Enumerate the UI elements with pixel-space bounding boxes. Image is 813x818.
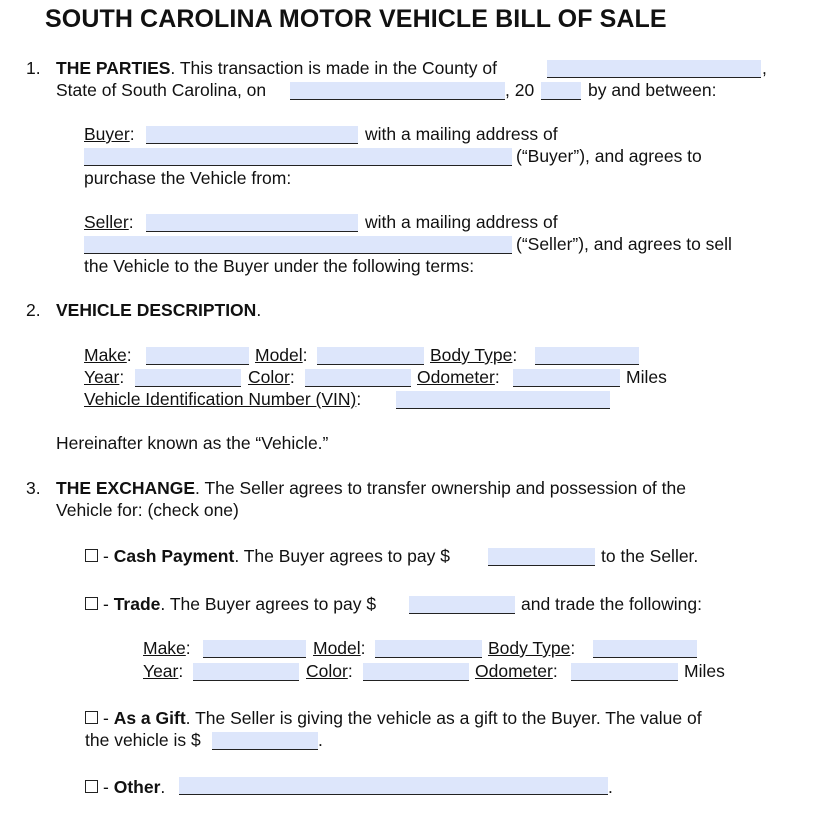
county-field[interactable]: [547, 60, 761, 78]
year-field[interactable]: [541, 82, 581, 100]
vin-field[interactable]: [396, 391, 610, 409]
trade-odometer-label: Odometer:: [475, 661, 558, 681]
body-type-label: Body Type:: [430, 345, 518, 365]
seller-address-field[interactable]: [84, 236, 512, 254]
document-title: SOUTH CAROLINA MOTOR VEHICLE BILL OF SALE: [45, 5, 667, 33]
trade-make-label: Make:: [143, 638, 191, 658]
buyer-name-field[interactable]: [146, 126, 358, 144]
trade-year-label: Year:: [143, 661, 184, 681]
cash-end-text: to the Seller.: [601, 546, 699, 566]
trade-end-text: and trade the following:: [521, 594, 702, 614]
trade-odometer-field[interactable]: [571, 663, 678, 681]
section-3-line-2: Vehicle for: (check one): [56, 500, 239, 520]
other-option: - Other.: [85, 776, 165, 798]
gift-checkbox[interactable]: [85, 711, 98, 724]
trade-amount-field[interactable]: [409, 596, 515, 614]
section-2-number: 2.: [26, 300, 41, 320]
make-label: Make:: [84, 345, 132, 365]
color-field[interactable]: [305, 369, 411, 387]
make-field[interactable]: [146, 347, 249, 365]
buyer-tag: (“Buyer”), and agrees to: [516, 146, 702, 166]
year-label: Year:: [84, 367, 125, 387]
trade-miles-label: Miles: [684, 661, 725, 681]
section-3-number: 3.: [26, 478, 41, 498]
vin-label: Vehicle Identification Number (VIN):: [84, 389, 362, 409]
hereinafter-text: Hereinafter known as the “Vehicle.”: [56, 433, 329, 453]
cash-option: - Cash Payment. The Buyer agrees to pay $: [85, 545, 450, 567]
section-2-heading: VEHICLE DESCRIPTION.: [56, 300, 262, 320]
seller-tag: (“Seller”), and agrees to sell: [516, 234, 732, 254]
trade-body-type-label: Body Type:: [488, 638, 576, 658]
body-type-field[interactable]: [535, 347, 639, 365]
buyer-address-field[interactable]: [84, 148, 512, 166]
other-checkbox[interactable]: [85, 780, 98, 793]
comma: ,: [762, 58, 767, 78]
gift-value-field[interactable]: [212, 732, 318, 750]
gift-period: .: [318, 730, 323, 750]
by-and-between-text: by and between:: [588, 80, 717, 100]
seller-end-text: the Vehicle to the Buyer under the following terms:: [84, 256, 475, 276]
gift-option: - As a Gift. The Seller is giving the vehicle as a gift to the Buyer. The value of: [85, 707, 702, 729]
trade-color-field[interactable]: [363, 663, 469, 681]
seller-name-field[interactable]: [146, 214, 358, 232]
trade-year-field[interactable]: [193, 663, 299, 681]
model-label: Model:: [255, 345, 308, 365]
buyer-end-text: purchase the Vehicle from:: [84, 168, 292, 188]
seller-mailing-text: with a mailing address of: [365, 212, 558, 232]
trade-option: - Trade. The Buyer agrees to pay $: [85, 593, 376, 615]
buyer-mailing-text: with a mailing address of: [365, 124, 558, 144]
date-field[interactable]: [290, 82, 505, 100]
trade-model-field[interactable]: [375, 640, 482, 658]
seller-label: Seller:: [84, 212, 134, 232]
section-1-line-1: THE PARTIES. This transaction is made in the County of: [56, 58, 497, 78]
other-period: .: [608, 777, 613, 797]
miles-label: Miles: [626, 367, 667, 387]
odometer-label: Odometer:: [417, 367, 500, 387]
section-1-heading: THE PARTIES: [56, 58, 171, 78]
year-prefix: , 20: [505, 80, 535, 100]
cash-checkbox[interactable]: [85, 549, 98, 562]
cash-amount-field[interactable]: [488, 548, 595, 566]
gift-line-2: the vehicle is $: [85, 730, 201, 750]
trade-checkbox[interactable]: [85, 597, 98, 610]
trade-color-label: Color:: [306, 661, 353, 681]
year-field-vehicle[interactable]: [135, 369, 241, 387]
section-1-number: 1.: [26, 58, 41, 78]
odometer-field[interactable]: [513, 369, 620, 387]
trade-make-field[interactable]: [203, 640, 306, 658]
section-3-line-1: THE EXCHANGE. The Seller agrees to transfer ownership and possession of the: [56, 478, 686, 498]
buyer-label: Buyer:: [84, 124, 135, 144]
trade-body-type-field[interactable]: [593, 640, 697, 658]
color-label: Color:: [248, 367, 295, 387]
model-field[interactable]: [317, 347, 424, 365]
state-date-text: State of South Carolina, on: [56, 80, 267, 100]
trade-model-label: Model:: [313, 638, 366, 658]
section-3-heading: THE EXCHANGE: [56, 478, 196, 498]
other-description-field[interactable]: [179, 777, 608, 795]
